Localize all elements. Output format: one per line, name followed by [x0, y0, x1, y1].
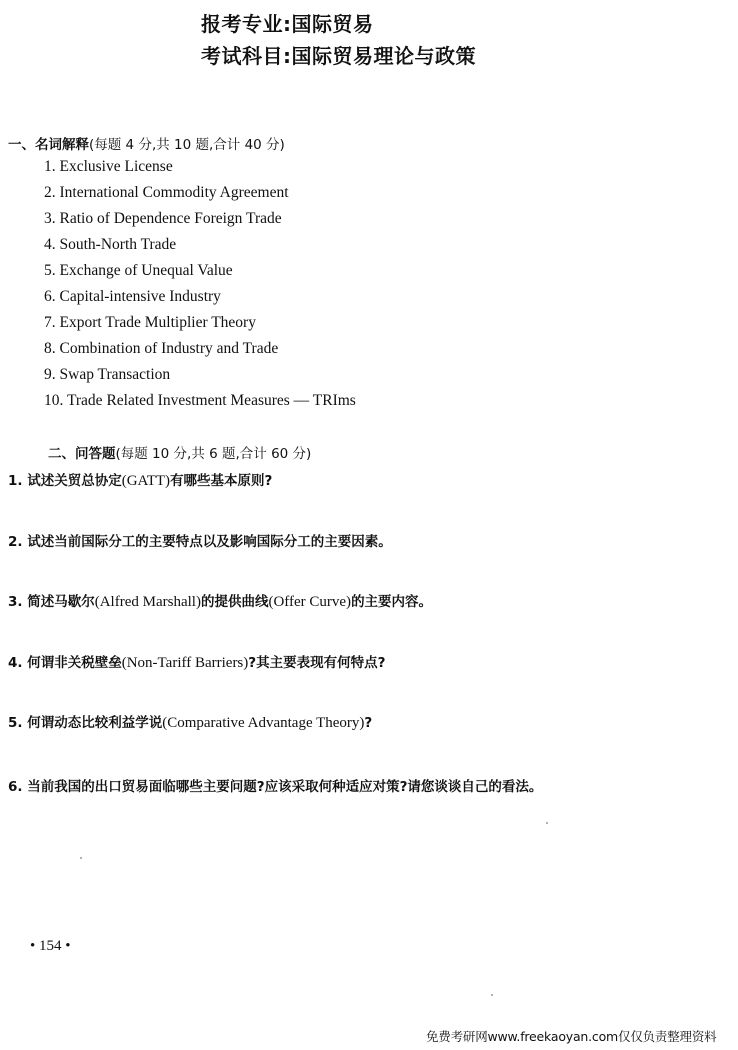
section-2-heading: [48, 442, 311, 462]
question-5: [8, 711, 372, 732]
footer-source-text: 免费考研网www.freekaoyan.com仅仅负责整理资料: [426, 1029, 717, 1044]
question-text: 试述当前国际分工的主要特点以及影响国际分工的主要因素。: [27, 534, 392, 550]
question-text-tail: ?其主要表现有何特点?: [248, 655, 386, 671]
question-text: 何谓非关税壁垒: [27, 655, 122, 671]
question-2: [8, 530, 392, 550]
scan-speck: [80, 857, 82, 859]
question-english-term: (Comparative Advantage Theory): [162, 715, 365, 731]
scan-speck: [491, 994, 493, 996]
question-text: 试述关贸总协定: [27, 473, 122, 489]
section-1-title: 一、名词解释: [8, 137, 89, 153]
list-item: 10. Trade Related Investment Measures — TRIms: [44, 392, 356, 409]
question-6: [8, 775, 542, 795]
section-1-note: (每题 4 分,共 10 题,合计 40 分): [89, 137, 285, 153]
question-english-term: (Alfred Marshall): [94, 594, 201, 610]
question-number: 3.: [8, 594, 23, 610]
question-english-term-2: (Offer Curve): [268, 594, 352, 610]
question-text-tail: ?: [364, 715, 373, 731]
list-item: 1. Exclusive License: [44, 158, 173, 175]
question-number: 6.: [8, 779, 23, 795]
section-2-title: 二、问答题: [48, 446, 116, 462]
list-item: 4. South-North Trade: [44, 236, 177, 253]
question-text: 简述马歇尔: [27, 594, 95, 610]
page-number: • 154 •: [30, 938, 71, 954]
question-number: 4.: [8, 655, 23, 671]
question-number: 1.: [8, 473, 23, 489]
list-item: 2. International Commodity Agreement: [44, 184, 289, 201]
question-english-term: (GATT): [121, 473, 171, 489]
question-text-tail: 的主要内容。: [351, 594, 433, 610]
list-item: 7. Export Trade Multiplier Theory: [44, 314, 256, 331]
question-english-term: (Non-Tariff Barriers): [121, 655, 249, 671]
question-3: [8, 590, 432, 611]
question-1: [8, 469, 272, 490]
section-1-heading: [8, 133, 285, 153]
term-list: [44, 156, 356, 416]
list-item: 3. Ratio of Dependence Foreign Trade: [44, 210, 282, 227]
question-number: 5.: [8, 715, 23, 731]
list-item: 6. Capital-intensive Industry: [44, 288, 221, 305]
exam-major-title: 报考专业:国际贸易: [201, 12, 374, 36]
exam-subject-title: 考试科目:国际贸易理论与政策: [201, 44, 476, 68]
question-4: [8, 651, 385, 672]
question-text: 何谓动态比较利益学说: [27, 715, 163, 731]
section-2-note: (每题 10 分,共 6 题,合计 60 分): [115, 446, 312, 462]
list-item: 8. Combination of Industry and Trade: [44, 340, 279, 357]
question-text: 当前我国的出口贸易面临哪些主要问题?应该采取何种适应对策?请您谈谈自己的看法。: [27, 779, 543, 795]
list-item: 9. Swap Transaction: [44, 366, 171, 383]
question-text-tail: 有哪些基本原则?: [170, 473, 273, 489]
question-text-middle: 的提供曲线: [200, 594, 269, 610]
question-number: 2.: [8, 534, 23, 550]
list-item: 5. Exchange of Unequal Value: [44, 262, 233, 279]
scan-speck: [546, 822, 548, 824]
